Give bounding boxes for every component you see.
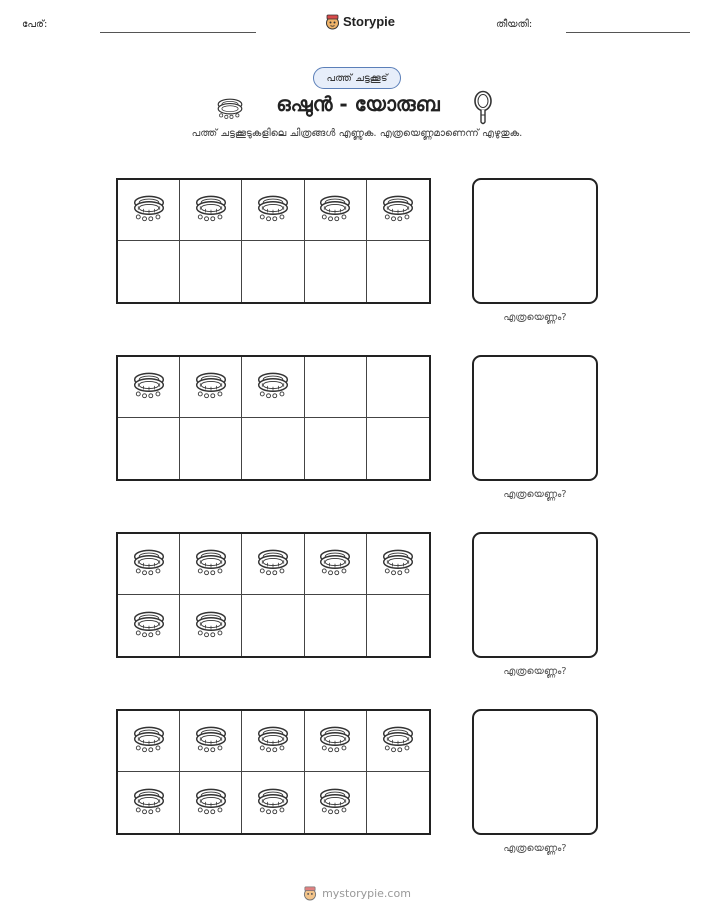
bangles-icon: [130, 607, 168, 645]
ten-frame-cell: [367, 711, 429, 772]
bangles-icon: [192, 368, 230, 406]
bangles-icon: [254, 784, 292, 822]
ten-frame-cell: [242, 241, 304, 302]
storypie-mascot-icon: [303, 885, 317, 901]
answer-box[interactable]: [472, 709, 598, 835]
bangles-icon: [316, 722, 354, 760]
name-line[interactable]: [100, 32, 256, 33]
ten-frame-cell: [242, 357, 304, 418]
ten-frame: [116, 355, 431, 481]
footer-url[interactable]: mystorypie.com: [322, 886, 411, 900]
ten-frame-cell: [305, 772, 367, 833]
bangles-icon: [254, 545, 292, 583]
ten-frame-cell: [367, 418, 429, 479]
bangles-icon: [130, 545, 168, 583]
date-line[interactable]: [566, 32, 690, 33]
ten-frame-cell: [180, 418, 242, 479]
ten-frame-cell: [367, 357, 429, 418]
ten-frame-cell: [305, 418, 367, 479]
ten-frame-cell: [242, 534, 304, 595]
bangles-icon: [316, 545, 354, 583]
answer-box[interactable]: [472, 178, 598, 304]
brand-logo: [325, 13, 395, 30]
ten-frame: [116, 709, 431, 835]
bangles-icon: [130, 784, 168, 822]
ten-frame: [116, 532, 431, 658]
hand-mirror-icon: [472, 90, 494, 130]
ten-frame-cell: [118, 772, 180, 833]
ten-frame-cell: [305, 534, 367, 595]
ten-frame-cell: [118, 180, 180, 241]
worksheet-type-badge: പത്ത് ചട്ടക്കൂട്: [313, 67, 401, 89]
bangles-icon: [316, 784, 354, 822]
ten-frame: [116, 178, 431, 304]
ten-frame-cell: [305, 180, 367, 241]
ten-frame-cell: [118, 241, 180, 302]
bangles-icon: [254, 722, 292, 760]
ten-frame-cell: [242, 772, 304, 833]
bangles-icon: [130, 368, 168, 406]
bangles-icon: [215, 94, 245, 126]
how-many-label: എത്രയെണ്ണം?: [503, 666, 567, 677]
ten-frame-cell: [180, 534, 242, 595]
ten-frame-cell: [242, 595, 304, 656]
how-many-label: എത്രയെണ്ണം?: [503, 489, 567, 500]
name-label: പേര്:: [22, 19, 48, 30]
answer-box[interactable]: [472, 532, 598, 658]
ten-frame-cell: [367, 241, 429, 302]
brand-name: Storypie: [343, 14, 396, 29]
ten-frame-cell: [242, 180, 304, 241]
bangles-icon: [192, 191, 230, 229]
ten-frame-cell: [180, 595, 242, 656]
footer: [0, 885, 714, 901]
ten-frame-cell: [305, 241, 367, 302]
ten-frame-cell: [118, 534, 180, 595]
bangles-icon: [254, 368, 292, 406]
ten-frame-cell: [180, 180, 242, 241]
answer-box[interactable]: [472, 355, 598, 481]
bangles-icon: [379, 191, 417, 229]
storypie-mascot-icon: [325, 13, 340, 30]
date-label: തീയതി:: [496, 19, 533, 30]
ten-frame-cell: [180, 772, 242, 833]
bangles-icon: [316, 191, 354, 229]
ten-frame-cell: [367, 534, 429, 595]
ten-frame-cell: [242, 711, 304, 772]
ten-frame-cell: [242, 418, 304, 479]
ten-frame-cell: [367, 180, 429, 241]
bangles-icon: [379, 722, 417, 760]
ten-frame-cell: [180, 711, 242, 772]
bangles-icon: [192, 545, 230, 583]
page-title: ഒഷുൻ - യോരുബ: [276, 92, 440, 116]
ten-frame-cell: [118, 711, 180, 772]
ten-frame-cell: [118, 357, 180, 418]
bangles-icon: [192, 722, 230, 760]
bangles-icon: [192, 784, 230, 822]
bangles-icon: [130, 191, 168, 229]
ten-frame-cell: [118, 595, 180, 656]
ten-frame-cell: [180, 357, 242, 418]
ten-frame-cell: [305, 711, 367, 772]
ten-frame-cell: [180, 241, 242, 302]
ten-frame-cell: [305, 595, 367, 656]
bangles-icon: [379, 545, 417, 583]
how-many-label: എത്രയെണ്ണം?: [503, 843, 567, 854]
ten-frame-cell: [305, 357, 367, 418]
instructions: പത്ത് ചട്ടക്കൂടുകളിലെ ചിത്രങ്ങൾ എണ്ണുക. എത്രയെണ്ണമാണെന്ന് എഴുതുക.: [191, 128, 523, 139]
ten-frame-cell: [118, 418, 180, 479]
bangles-icon: [192, 607, 230, 645]
bangles-icon: [254, 191, 292, 229]
bangles-icon: [130, 722, 168, 760]
title-row: [0, 88, 714, 126]
how-many-label: എത്രയെണ്ണം?: [503, 312, 567, 323]
ten-frame-cell: [367, 772, 429, 833]
ten-frame-cell: [367, 595, 429, 656]
